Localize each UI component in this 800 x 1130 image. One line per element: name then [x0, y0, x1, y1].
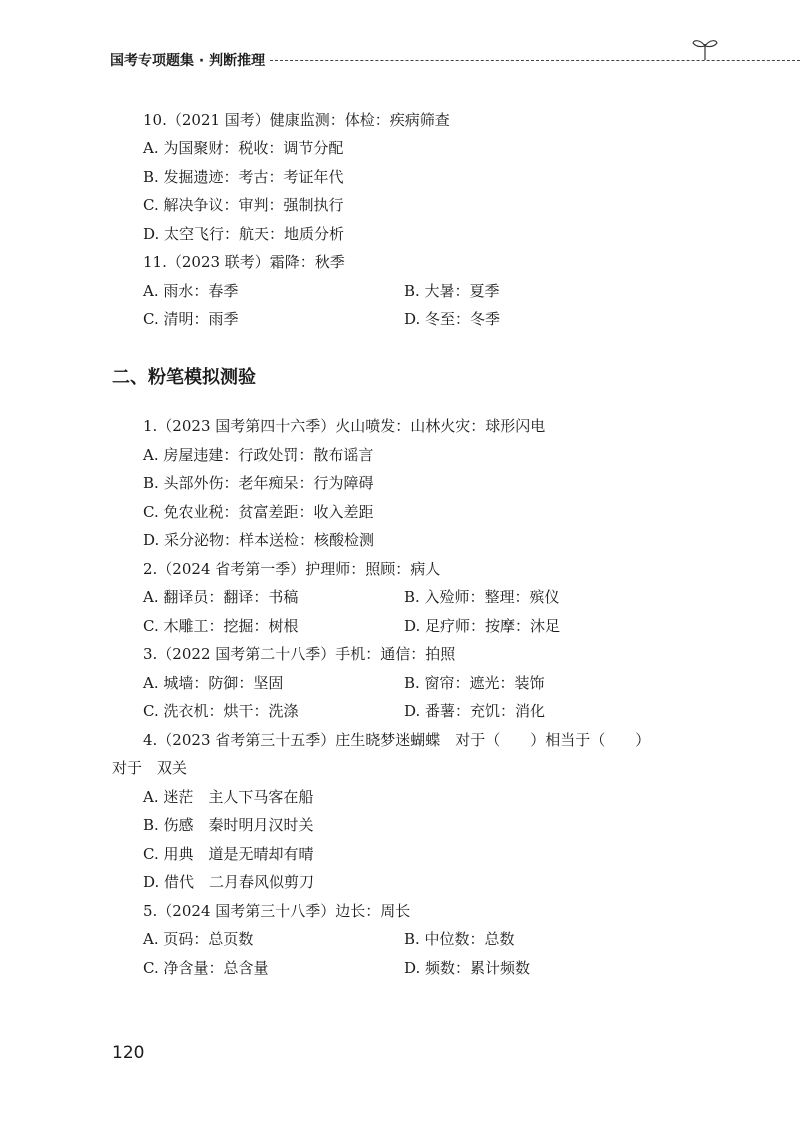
page-number: 120 [112, 1043, 145, 1063]
question-10-option-b: B. 发掘遗迹：考古：考证年代 [143, 168, 344, 186]
question-11-option-a: A. 雨水：春季 [143, 282, 239, 300]
question-11-option-b: B. 大暑：夏季 [404, 282, 500, 300]
mock-question-3-option-c: C. 洗衣机：烘干：洗涤 [143, 702, 299, 720]
question-10-option-c: C. 解决争议：审判：强制执行 [143, 196, 344, 214]
mock-question-4-stem: 4.（2023 省考第三十五季）庄生晓梦迷蝴蝶 对于（ ）相当于（ ） [143, 731, 651, 749]
mock-question-2-option-d: D. 足疗师：按摩：沐足 [404, 617, 561, 635]
mock-question-5-option-b: B. 中位数：总数 [404, 930, 515, 948]
section-title: 二、粉笔模拟测验 [112, 367, 256, 388]
mock-question-1-option-c: C. 免农业税：贫富差距：收入差距 [143, 503, 374, 521]
question-10-stem: 10.（2021 国考）健康监测：体检：疾病筛查 [143, 111, 450, 129]
mock-question-1-option-b: B. 头部外伤：老年痴呆：行为障碍 [143, 474, 374, 492]
mock-question-3-option-b: B. 窗帘：遮光：装饰 [404, 674, 545, 692]
mock-question-3-option-a: A. 城墙：防御：坚固 [143, 674, 284, 692]
sprout-icon [690, 34, 720, 64]
mock-question-4-option-c: C. 用典 道是无晴却有晴 [143, 845, 314, 863]
mock-question-2-option-a: A. 翻译员：翻译：书稿 [143, 588, 299, 606]
question-11-option-d: D. 冬至：冬季 [404, 310, 501, 328]
mock-question-5-option-c: C. 净含量：总含量 [143, 959, 269, 977]
mock-question-4-option-d: D. 借代 二月春风似剪刀 [143, 873, 315, 891]
header-rule [270, 60, 800, 61]
mock-question-1-stem: 1.（2023 国考第四十六季）火山喷发：山林火灾：球形闪电 [143, 417, 546, 435]
header-title: 国考专项题集 · 判断推理 [110, 53, 266, 69]
mock-question-2-option-b: B. 入殓师：整理：殡仪 [404, 588, 560, 606]
question-10-option-a: A. 为国聚财：税收：调节分配 [143, 139, 344, 157]
running-header [110, 44, 710, 74]
mock-question-1-option-a: A. 房屋违建：行政处罚：散布谣言 [143, 446, 374, 464]
mock-question-4-option-b: B. 伤感 秦时明月汉时关 [143, 816, 314, 834]
mock-question-2-option-c: C. 木雕工：挖掘：树根 [143, 617, 299, 635]
question-11-option-c: C. 清明：雨季 [143, 310, 239, 328]
mock-question-5-stem: 5.（2024 国考第三十八季）边长：周长 [143, 902, 411, 920]
mock-question-3-stem: 3.（2022 国考第二十八季）手机：通信：拍照 [143, 645, 456, 663]
mock-question-5-option-a: A. 页码：总页数 [143, 930, 254, 948]
mock-question-4-option-a: A. 迷茫 主人下马客在船 [143, 788, 314, 806]
mock-question-2-stem: 2.（2024 省考第一季）护理师：照顾：病人 [143, 560, 441, 578]
mock-question-4-stem-continued: 对于 双关 [112, 759, 188, 777]
question-11-stem: 11.（2023 联考）霜降：秋季 [143, 253, 345, 271]
mock-question-3-option-d: D. 番薯：充饥：消化 [404, 702, 546, 720]
mock-question-5-option-d: D. 频数：累计频数 [404, 959, 531, 977]
mock-question-1-option-d: D. 采分泌物：样本送检：核酸检测 [143, 531, 375, 549]
question-10-option-d: D. 太空飞行：航天：地质分析 [143, 225, 345, 243]
